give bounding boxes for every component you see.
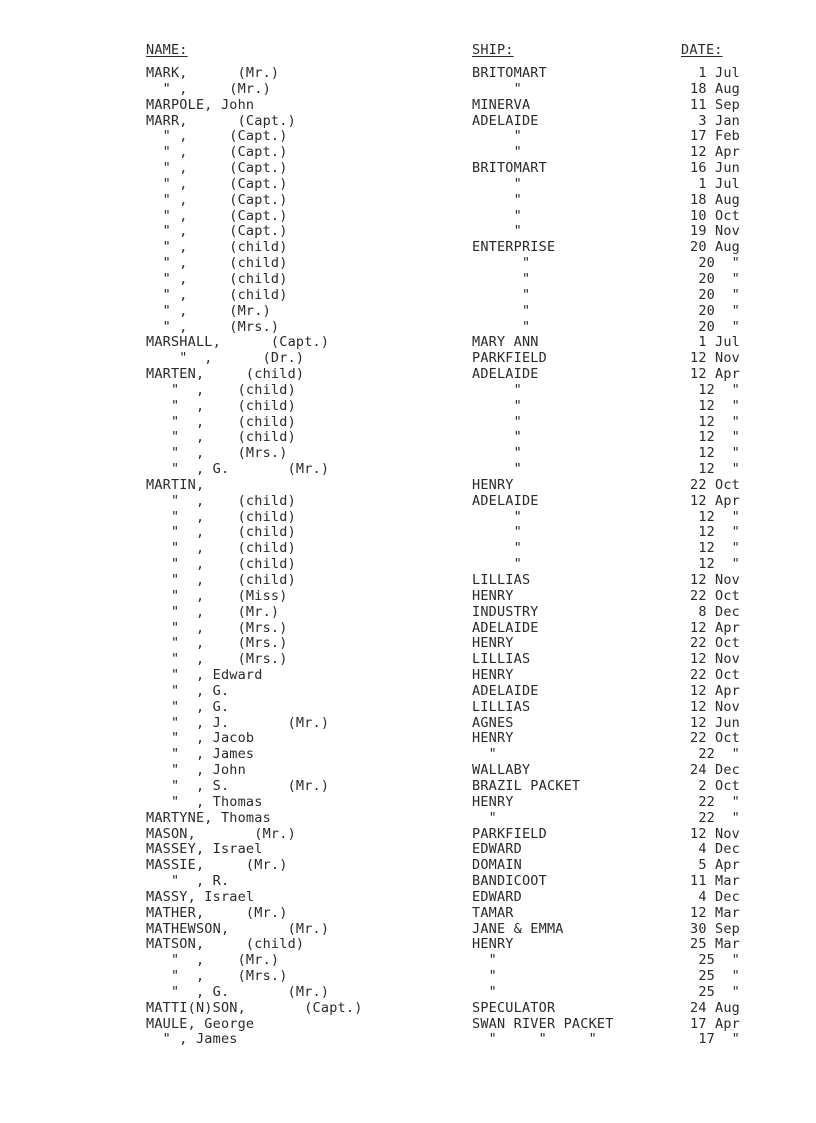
ship-name: PARKFIELD (472, 350, 547, 367)
ship-name: " (472, 175, 522, 192)
table-row (0, 763, 816, 779)
table-row (0, 636, 816, 652)
table-row (0, 224, 816, 240)
table-row (0, 811, 816, 827)
table-row (0, 399, 816, 415)
passenger-name: MATSON, (child) (146, 936, 305, 953)
table-row (0, 969, 816, 985)
arrival-date: 12 " (698, 445, 740, 462)
ship-name: " (472, 286, 531, 303)
passenger-name: " , (child) (146, 429, 296, 446)
ship-name: " (472, 952, 497, 969)
arrival-date: 12 Nov (690, 698, 740, 715)
arrival-date: 17 Apr (690, 1015, 740, 1032)
passenger-name: " , (child) (146, 492, 296, 509)
table-row (0, 98, 816, 114)
table-row (0, 795, 816, 811)
passenger-name: " , (Capt.) (146, 223, 288, 240)
ship-name: TAMAR (472, 904, 514, 921)
passenger-name: " , (Miss) (146, 587, 288, 604)
passenger-name: " , S. (Mr.) (146, 777, 330, 794)
table-row (0, 589, 816, 605)
arrival-date: 20 " (698, 286, 740, 303)
ship-name: ADELAIDE (472, 619, 539, 636)
passenger-name: " , (Mrs.) (146, 651, 288, 668)
ship-name: " (472, 540, 522, 557)
ship-name: HENRY (472, 667, 514, 684)
passenger-name: MAULE, George (146, 1015, 255, 1032)
passenger-name: " , Jacob (146, 730, 255, 747)
arrival-date: 11 Sep (690, 96, 740, 113)
ship-name: " (472, 144, 522, 161)
passenger-name: " , (Mr.) (146, 302, 271, 319)
arrival-date: 12 " (698, 461, 740, 478)
arrival-date: 12 Mar (690, 904, 740, 921)
arrival-date: 12 " (698, 413, 740, 430)
ship-name: MINERVA (472, 96, 531, 113)
passenger-name: " , G. (Mr.) (146, 461, 330, 478)
ship-name: " (472, 191, 522, 208)
ship-name: " (472, 270, 531, 287)
ship-name: LILLIAS (472, 572, 531, 588)
ship-name: BRITOMART (472, 160, 547, 177)
passenger-name: " , G. (Mr.) (146, 983, 330, 1000)
arrival-date: 22 " (698, 793, 740, 810)
passenger-name: " , (Mrs.) (146, 445, 288, 462)
arrival-date: 22 Oct (690, 635, 740, 652)
table-row (0, 858, 816, 874)
passenger-name: " , (Capt.) (146, 144, 288, 161)
passenger-name: MARTIN, (146, 476, 205, 493)
passenger-name: " , (Capt.) (146, 128, 288, 145)
passenger-name: " , (Mrs.) (146, 619, 288, 636)
table-row (0, 256, 816, 272)
ship-name: " (472, 556, 522, 573)
table-row (0, 700, 816, 716)
table-row (0, 621, 816, 637)
ship-name: MARY ANN (472, 334, 539, 351)
ship-name: " (472, 508, 522, 525)
arrival-date: 20 " (698, 270, 740, 287)
ship-name: BANDICOOT (472, 873, 547, 890)
table-row (0, 209, 816, 225)
arrival-date: 4 Dec (698, 841, 740, 858)
passenger-name: " , (Dr.) (146, 350, 305, 367)
arrival-date: 30 Sep (690, 920, 740, 937)
arrival-date: 20 " (698, 255, 740, 272)
table-row (0, 779, 816, 795)
ship-name: BRITOMART (472, 65, 547, 81)
table-row (0, 145, 816, 161)
passenger-name: " , (child) (146, 524, 296, 541)
table-row (0, 510, 816, 526)
arrival-date: 12 Apr (690, 366, 740, 383)
ship-name: WALLABY (472, 762, 531, 779)
table-row (0, 415, 816, 431)
table-row (0, 193, 816, 209)
passenger-name: MARR, (Capt.) (146, 112, 296, 129)
arrival-date: 12 Apr (690, 492, 740, 509)
ship-name: " (472, 207, 522, 224)
ship-name: HENRY (472, 476, 514, 493)
ship-name: " (472, 397, 522, 414)
passenger-name: " , (Capt.) (146, 160, 288, 177)
ship-name: " (472, 445, 522, 462)
ship-name: " (472, 983, 497, 1000)
passenger-name: MARTYNE, Thomas (146, 809, 271, 826)
table-row (0, 937, 816, 953)
passenger-name: " , Thomas (146, 793, 263, 810)
passenger-name: " , James (146, 746, 255, 763)
ship-name: EDWARD (472, 888, 522, 905)
arrival-date: 18 Aug (690, 80, 740, 97)
passenger-name: MATHER, (Mr.) (146, 904, 288, 921)
passenger-name: MASSIE, (Mr.) (146, 857, 288, 874)
passenger-name: MARPOLE, John (146, 96, 255, 113)
ship-name: JANE & EMMA (472, 920, 564, 937)
arrival-date: 18 Aug (690, 191, 740, 208)
arrival-date: 20 Aug (690, 239, 740, 256)
table-row (0, 446, 816, 462)
arrival-date: 24 Dec (690, 762, 740, 779)
ship-name: EDWARD (472, 841, 522, 858)
arrival-date: 17 " (698, 1031, 740, 1048)
table-row (0, 541, 816, 557)
passenger-name: " , James (146, 1031, 238, 1048)
table-row (0, 716, 816, 732)
table-row (0, 668, 816, 684)
ship-name: " (472, 80, 522, 97)
passenger-name: " , (child) (146, 556, 296, 573)
table-row (0, 494, 816, 510)
arrival-date: 24 Aug (690, 999, 740, 1016)
ship-name: " (472, 524, 522, 541)
table-row (0, 430, 816, 446)
table-row (0, 82, 816, 98)
table-row (0, 906, 816, 922)
ship-name: HENRY (472, 793, 514, 810)
ship-name: PARKFIELD (472, 825, 547, 842)
passenger-name: " , (child) (146, 572, 296, 588)
table-row (0, 747, 816, 763)
passenger-name: MASSY, Israel (146, 888, 255, 905)
table-row (0, 66, 816, 82)
arrival-date: 12 " (698, 508, 740, 525)
passenger-name: " , (child) (146, 255, 288, 272)
ship-name: AGNES (472, 714, 514, 731)
arrival-date: 12 Nov (690, 572, 740, 588)
table-row (0, 605, 816, 621)
name-column-header: NAME: (146, 42, 188, 58)
arrival-date: 8 Dec (698, 603, 740, 620)
passenger-name: " , (child) (146, 540, 296, 557)
ship-name: DOMAIN (472, 857, 522, 874)
passenger-name: " , (Mr.) (146, 80, 271, 97)
table-row (0, 1017, 816, 1033)
ship-name: HENRY (472, 730, 514, 747)
passenger-name: " , (Mr.) (146, 952, 280, 969)
passenger-name: MASON, (Mr.) (146, 825, 296, 842)
ship-name: " (472, 746, 497, 763)
arrival-date: 25 " (698, 983, 740, 1000)
passenger-name: " , (Capt.) (146, 207, 288, 224)
arrival-date: 12 Jun (690, 714, 740, 731)
ship-name: " (472, 429, 522, 446)
ship-name: " (472, 968, 497, 985)
table-row (0, 177, 816, 193)
table-row (0, 827, 816, 843)
table-row (0, 478, 816, 494)
table-row (0, 985, 816, 1001)
passenger-name: " , (Mrs.) (146, 968, 288, 985)
ship-name: HENRY (472, 587, 514, 604)
arrival-date: 12 Nov (690, 825, 740, 842)
ship-name: " (472, 381, 522, 398)
passenger-name: " , G. (146, 698, 230, 715)
passenger-name: " , (child) (146, 381, 296, 398)
arrival-date: 12 Nov (690, 651, 740, 668)
arrival-date: 12 Apr (690, 682, 740, 699)
table-row (0, 684, 816, 700)
passenger-name: " , G. (146, 682, 230, 699)
passenger-list (0, 66, 816, 1048)
arrival-date: 11 Mar (690, 873, 740, 890)
passenger-name: " , (child) (146, 413, 296, 430)
arrival-date: 25 " (698, 952, 740, 969)
ship-name: HENRY (472, 936, 514, 953)
passenger-name: " , (Mrs.) (146, 635, 288, 652)
passenger-name: " , (Capt.) (146, 191, 288, 208)
table-row (0, 842, 816, 858)
arrival-date: 2 Oct (698, 777, 740, 794)
ship-name: " (472, 223, 522, 240)
table-row (0, 525, 816, 541)
arrival-date: 16 Jun (690, 160, 740, 177)
table-row (0, 367, 816, 383)
arrival-date: 10 Oct (690, 207, 740, 224)
ship-name: " (472, 461, 522, 478)
ship-name: ADELAIDE (472, 112, 539, 129)
arrival-date: 12 " (698, 397, 740, 414)
table-row (0, 953, 816, 969)
table-row (0, 304, 816, 320)
arrival-date: 25 Mar (690, 936, 740, 953)
passenger-name: " , (child) (146, 270, 288, 287)
passenger-name: MATTI(N)SON, (Capt.) (146, 999, 363, 1016)
table-row (0, 1032, 816, 1048)
table-row (0, 462, 816, 478)
table-row (0, 320, 816, 336)
table-row (0, 272, 816, 288)
arrival-date: 4 Dec (698, 888, 740, 905)
table-row (0, 731, 816, 747)
table-row (0, 922, 816, 938)
passenger-name: " , John (146, 762, 246, 779)
passenger-name: " , (Capt.) (146, 175, 288, 192)
arrival-date: 22 Oct (690, 730, 740, 747)
passenger-name: " , J. (Mr.) (146, 714, 330, 731)
table-row (0, 288, 816, 304)
ship-name: " (472, 809, 497, 826)
table-row (0, 335, 816, 351)
ship-name: ENTERPRISE (472, 239, 556, 256)
table-row (0, 114, 816, 130)
passenger-name: " , (child) (146, 286, 288, 303)
arrival-date: 22 " (698, 746, 740, 763)
ship-name: BRAZIL PACKET (472, 777, 581, 794)
ship-name: ADELAIDE (472, 492, 539, 509)
date-column-header: DATE: (681, 42, 723, 58)
table-row (0, 383, 816, 399)
arrival-date: 5 Apr (698, 857, 740, 874)
passenger-name: " , R. (146, 873, 230, 890)
ship-name: " (472, 255, 531, 272)
ship-name: " (472, 302, 531, 319)
arrival-date: 22 Oct (690, 587, 740, 604)
table-row (0, 240, 816, 256)
arrival-date: 1 Jul (698, 334, 740, 351)
passenger-name: MATHEWSON, (Mr.) (146, 920, 330, 937)
table-row (0, 890, 816, 906)
ship-name: ADELAIDE (472, 366, 539, 383)
ship-name: " " " (472, 1031, 597, 1048)
ship-name: " (472, 128, 522, 145)
passenger-name: " , (child) (146, 397, 296, 414)
arrival-date: 20 " (698, 318, 740, 335)
arrival-date: 12 Nov (690, 350, 740, 367)
arrival-date: 22 Oct (690, 476, 740, 493)
arrival-date: 19 Nov (690, 223, 740, 240)
arrival-date: 1 Jul (698, 175, 740, 192)
arrival-date: 22 " (698, 809, 740, 826)
passenger-name: " , (Mr.) (146, 603, 280, 620)
ship-name: ADELAIDE (472, 682, 539, 699)
table-row (0, 573, 816, 589)
passenger-name: MARSHALL, (Capt.) (146, 334, 330, 351)
arrival-date: 12 Apr (690, 619, 740, 636)
arrival-date: 20 " (698, 302, 740, 319)
table-row (0, 874, 816, 890)
arrival-date: 12 " (698, 556, 740, 573)
ship-name: SWAN RIVER PACKET (472, 1015, 614, 1032)
arrival-date: 3 Jan (698, 112, 740, 129)
arrival-date: 12 " (698, 540, 740, 557)
ship-name: HENRY (472, 635, 514, 652)
arrival-date: 22 Oct (690, 667, 740, 684)
table-row (0, 351, 816, 367)
table-row (0, 652, 816, 668)
passenger-name: " , (child) (146, 239, 288, 256)
table-row (0, 557, 816, 573)
arrival-date: 25 " (698, 968, 740, 985)
arrival-date: 12 " (698, 429, 740, 446)
passenger-name: " , Edward (146, 667, 263, 684)
arrival-date: 12 Apr (690, 144, 740, 161)
passenger-name: " , (child) (146, 508, 296, 525)
arrival-date: 1 Jul (698, 65, 740, 81)
ship-name: LILLIAS (472, 698, 531, 715)
arrival-date: 12 " (698, 381, 740, 398)
table-row (0, 129, 816, 145)
table-row (0, 161, 816, 177)
ship-name: LILLIAS (472, 651, 531, 668)
arrival-date: 17 Feb (690, 128, 740, 145)
ship-column-header: SHIP: (472, 42, 514, 58)
passenger-name: MARK, (Mr.) (146, 65, 280, 81)
passenger-name: MARTEN, (child) (146, 366, 305, 383)
ship-name: " (472, 318, 531, 335)
table-row (0, 1001, 816, 1017)
ship-name: " (472, 413, 522, 430)
ship-name: INDUSTRY (472, 603, 539, 620)
passenger-name: MASSEY, Israel (146, 841, 263, 858)
arrival-date: 12 " (698, 524, 740, 541)
passenger-name: " , (Mrs.) (146, 318, 280, 335)
ship-name: SPECULATOR (472, 999, 556, 1016)
